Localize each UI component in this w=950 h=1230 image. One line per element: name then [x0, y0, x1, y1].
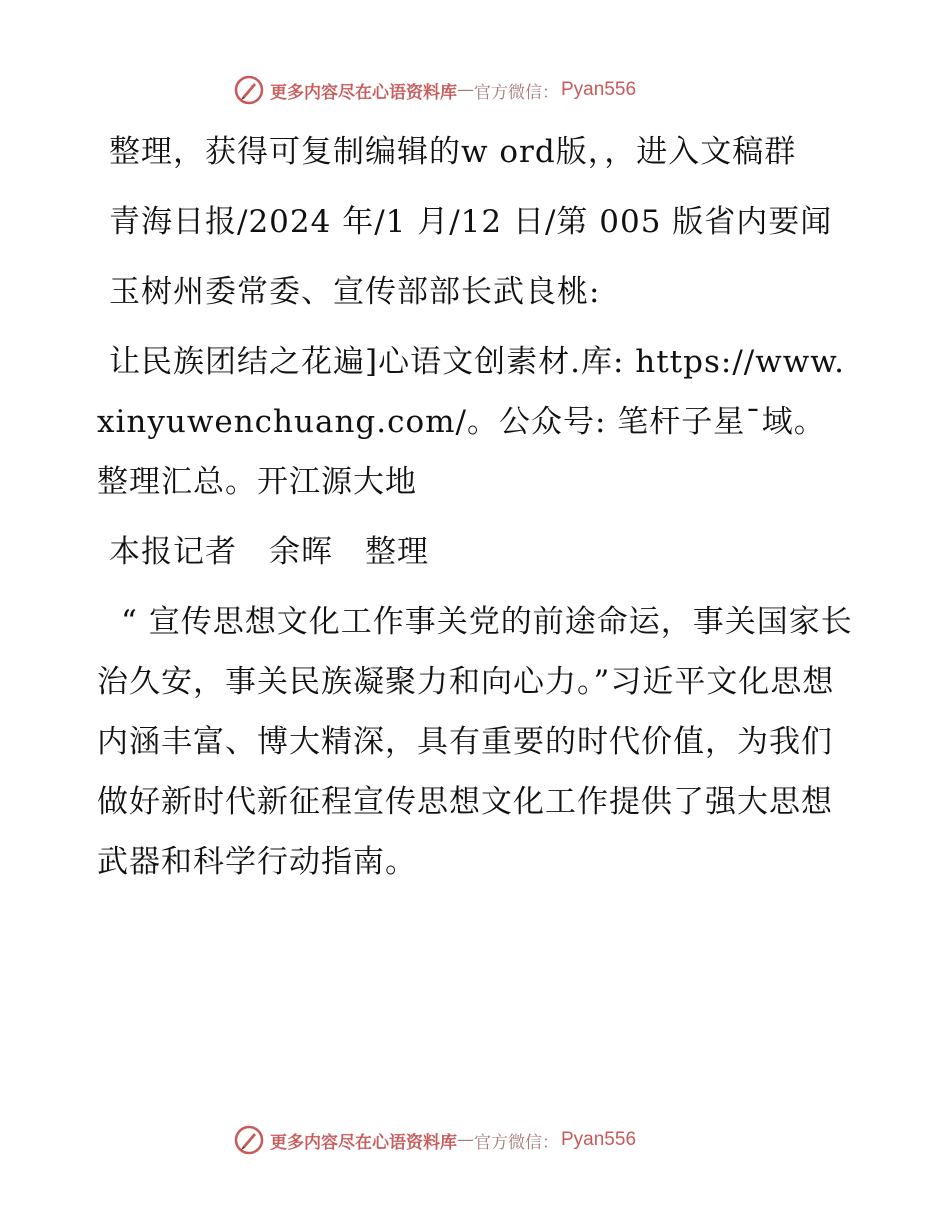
paragraph-headline: 让民族团结之花遍]心语文创素材.库: https://www.xinyuwenchuang.com/。公众号: 笔杆子星¯域。整理汇总。开江源大地: [97, 344, 845, 500]
quill-logo-icon: [234, 75, 264, 105]
paragraph-source-line: 青海日报/2024 年/1 月/12 日/第 005 版省内要闻: [109, 204, 833, 240]
paragraph-author-title: 玉树州委常委、宣传部部长武良桃:: [109, 274, 601, 310]
document-body: [97, 122, 853, 902]
header-banner-wechat-label: 官方微信：: [474, 82, 559, 103]
header-banner-wechat-id: Pyan556: [561, 79, 637, 100]
footer-banner-wechat-id: Pyan556: [561, 1129, 637, 1150]
quill-logo-icon: [234, 1125, 264, 1155]
paragraph-body-quote: “ 宣传思想文化工作事关党的前途命运，事关国家长治久安，事关民族凝聚力和向心力。”习近平文化思想内涵丰富、博大精深，具有重要的时代价值，为我们做好新时代新征程宣传思想文化工作提供了强大思想武器和科学行动指南。: [97, 604, 853, 880]
paragraph-word-notice: 整理，获得可复制编辑的w ord版，，进入文稿群: [109, 134, 797, 170]
footer-banner-dash: —: [457, 1130, 474, 1150]
footer-banner-wechat-label: 官方微信：: [474, 1132, 559, 1153]
header-banner-text: 更多内容尽在心语资料库: [270, 82, 457, 103]
footer-banner-text: 更多内容尽在心语资料库: [270, 1132, 457, 1153]
footer-banner: [234, 1122, 714, 1158]
paragraph-reporter: 本报记者 余晖 整理: [109, 534, 429, 570]
header-banner: [234, 72, 714, 108]
header-banner-dash: —: [457, 80, 474, 100]
